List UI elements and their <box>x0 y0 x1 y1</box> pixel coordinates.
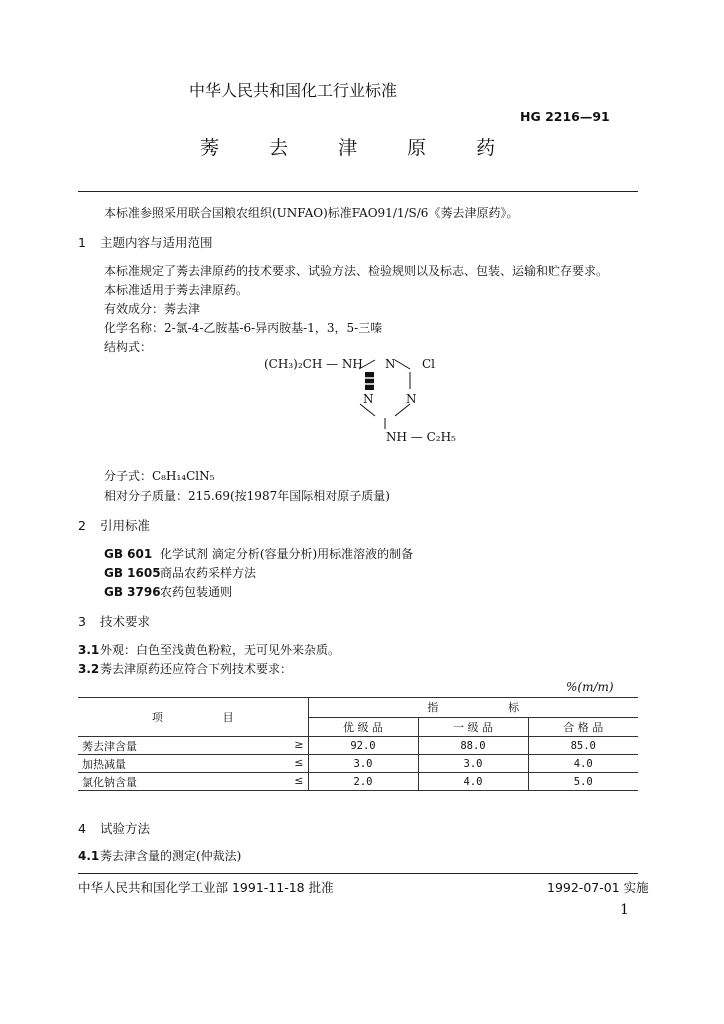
clause-3-1 <box>78 641 340 658</box>
table-row <box>78 737 638 755</box>
table-cell: 2.0 <box>308 773 418 791</box>
org-title: 中华人民共和国化工行业标准 <box>189 81 398 100</box>
reference-item <box>104 564 256 581</box>
intro-paragraph: 本标准参照采用联合国粮农组织(UNFAO)标准FAO91/1/S/6《莠去津原药》。 <box>104 206 519 220</box>
item-header <box>78 698 308 737</box>
reference-title: 商品农药采样方法 <box>160 566 257 580</box>
unit-label: %(m/m) <box>566 680 614 694</box>
ring-nitrogen-top: N <box>385 357 396 371</box>
molecular-formula: 分子式：C₈H₁₄ClN₅ <box>104 469 215 483</box>
scope-paragraph: 本标准规定了莠去津原药的技术要求、试验方法、检验规则以及标志、包装、运输和贮存要求。 <box>104 264 609 278</box>
document-title: 莠 去 津 原 药 <box>200 137 518 159</box>
item-header-char: 目 <box>222 711 234 724</box>
ring-nitrogen-right: N <box>406 392 417 406</box>
table-row <box>78 755 638 773</box>
clause-number: 3.1 <box>78 643 100 657</box>
clause-number: 3.2 <box>78 662 100 676</box>
grade-header: 一 级 品 <box>418 717 528 737</box>
row-label <box>78 737 308 755</box>
clause-text: 莠去津含量的测定(仲裁法) <box>100 849 242 863</box>
isopropylamino-group: (CH₃)₂CH — NH <box>264 357 363 371</box>
section-title: 试验方法 <box>100 821 151 836</box>
section-number: 3 <box>78 614 86 629</box>
section-title: 技术要求 <box>100 614 151 629</box>
row-operator: ≥ <box>294 737 304 751</box>
reference-title: 农药包装通则 <box>160 585 233 599</box>
specification-table <box>78 697 638 791</box>
clause-text: 外观：白色至浅黄色粉粒，无可见外来杂质。 <box>100 643 341 657</box>
molecular-mass: 相对分子质量：215.69(按1987年国际相对原子质量) <box>104 489 390 503</box>
applicability-paragraph: 本标准适用于莠去津原药。 <box>104 283 249 297</box>
footer-divider <box>78 873 638 874</box>
ethylamino-group: NH — C₂H₅ <box>386 430 456 444</box>
chloro-group: Cl <box>422 357 436 371</box>
page-number: 1 <box>620 902 629 918</box>
index-header-char: 标 <box>508 701 520 715</box>
structural-formula <box>262 352 482 452</box>
section-1-heading <box>78 233 213 251</box>
section-number: 4 <box>78 821 86 836</box>
grade-header: 优 级 品 <box>308 717 418 737</box>
section-number: 2 <box>78 518 86 533</box>
reference-item <box>104 545 413 562</box>
table-cell: 4.0 <box>528 755 638 773</box>
table-cell: 92.0 <box>308 737 418 755</box>
row-name: 氯化钠含量 <box>82 775 137 789</box>
row-label <box>78 755 308 773</box>
clause-4-1 <box>78 847 241 864</box>
ring-nitrogen-left: N <box>363 392 374 406</box>
section-title: 引用标准 <box>100 518 151 533</box>
row-name: 加热减量 <box>82 757 126 771</box>
section-title: 主题内容与适用范围 <box>100 235 213 250</box>
standard-code: HG 2216—91 <box>520 109 610 124</box>
row-operator: ≤ <box>294 773 304 787</box>
header-divider <box>78 191 638 192</box>
index-header-char: 指 <box>427 701 439 715</box>
reference-title: 化学试剂 滴定分析(容量分析)用标准溶液的制备 <box>160 547 414 561</box>
section-2-heading <box>78 516 150 534</box>
section-3-heading <box>78 612 150 630</box>
section-number: 1 <box>78 235 86 250</box>
table-cell: 88.0 <box>418 737 528 755</box>
row-operator: ≤ <box>294 755 304 769</box>
clause-text: 莠去津原药还应符合下列技术要求： <box>100 662 293 676</box>
reference-code: GB 601 <box>104 547 153 561</box>
structure-label: 结构式： <box>104 340 153 354</box>
table-cell: 4.0 <box>418 773 528 791</box>
index-header <box>308 698 638 718</box>
grade-header: 合 格 品 <box>528 717 638 737</box>
table-cell: 5.0 <box>528 773 638 791</box>
table-header-row <box>78 698 638 718</box>
table-cell: 3.0 <box>418 755 528 773</box>
section-4-heading <box>78 819 150 837</box>
row-label <box>78 773 308 791</box>
reference-code: GB 3796 <box>104 585 161 599</box>
chemical-name: 化学名称：2-氯-4-乙胺基-6-异丙胺基-1，3，5-三嗪 <box>104 321 383 335</box>
table-row <box>78 773 638 791</box>
active-ingredient: 有效成分：莠去津 <box>104 302 201 316</box>
approval-line: 中华人民共和国化学工业部 1991-11-18 批准 <box>78 880 334 895</box>
effective-date: 1992-07-01 实施 <box>547 880 649 895</box>
reference-item <box>104 583 232 600</box>
table-cell: 85.0 <box>528 737 638 755</box>
reference-code: GB 1605 <box>104 566 161 580</box>
row-name: 莠去津含量 <box>82 739 137 753</box>
table-cell: 3.0 <box>308 755 418 773</box>
item-header-char: 项 <box>151 711 163 724</box>
clause-3-2 <box>78 660 292 677</box>
clause-number: 4.1 <box>78 849 100 863</box>
